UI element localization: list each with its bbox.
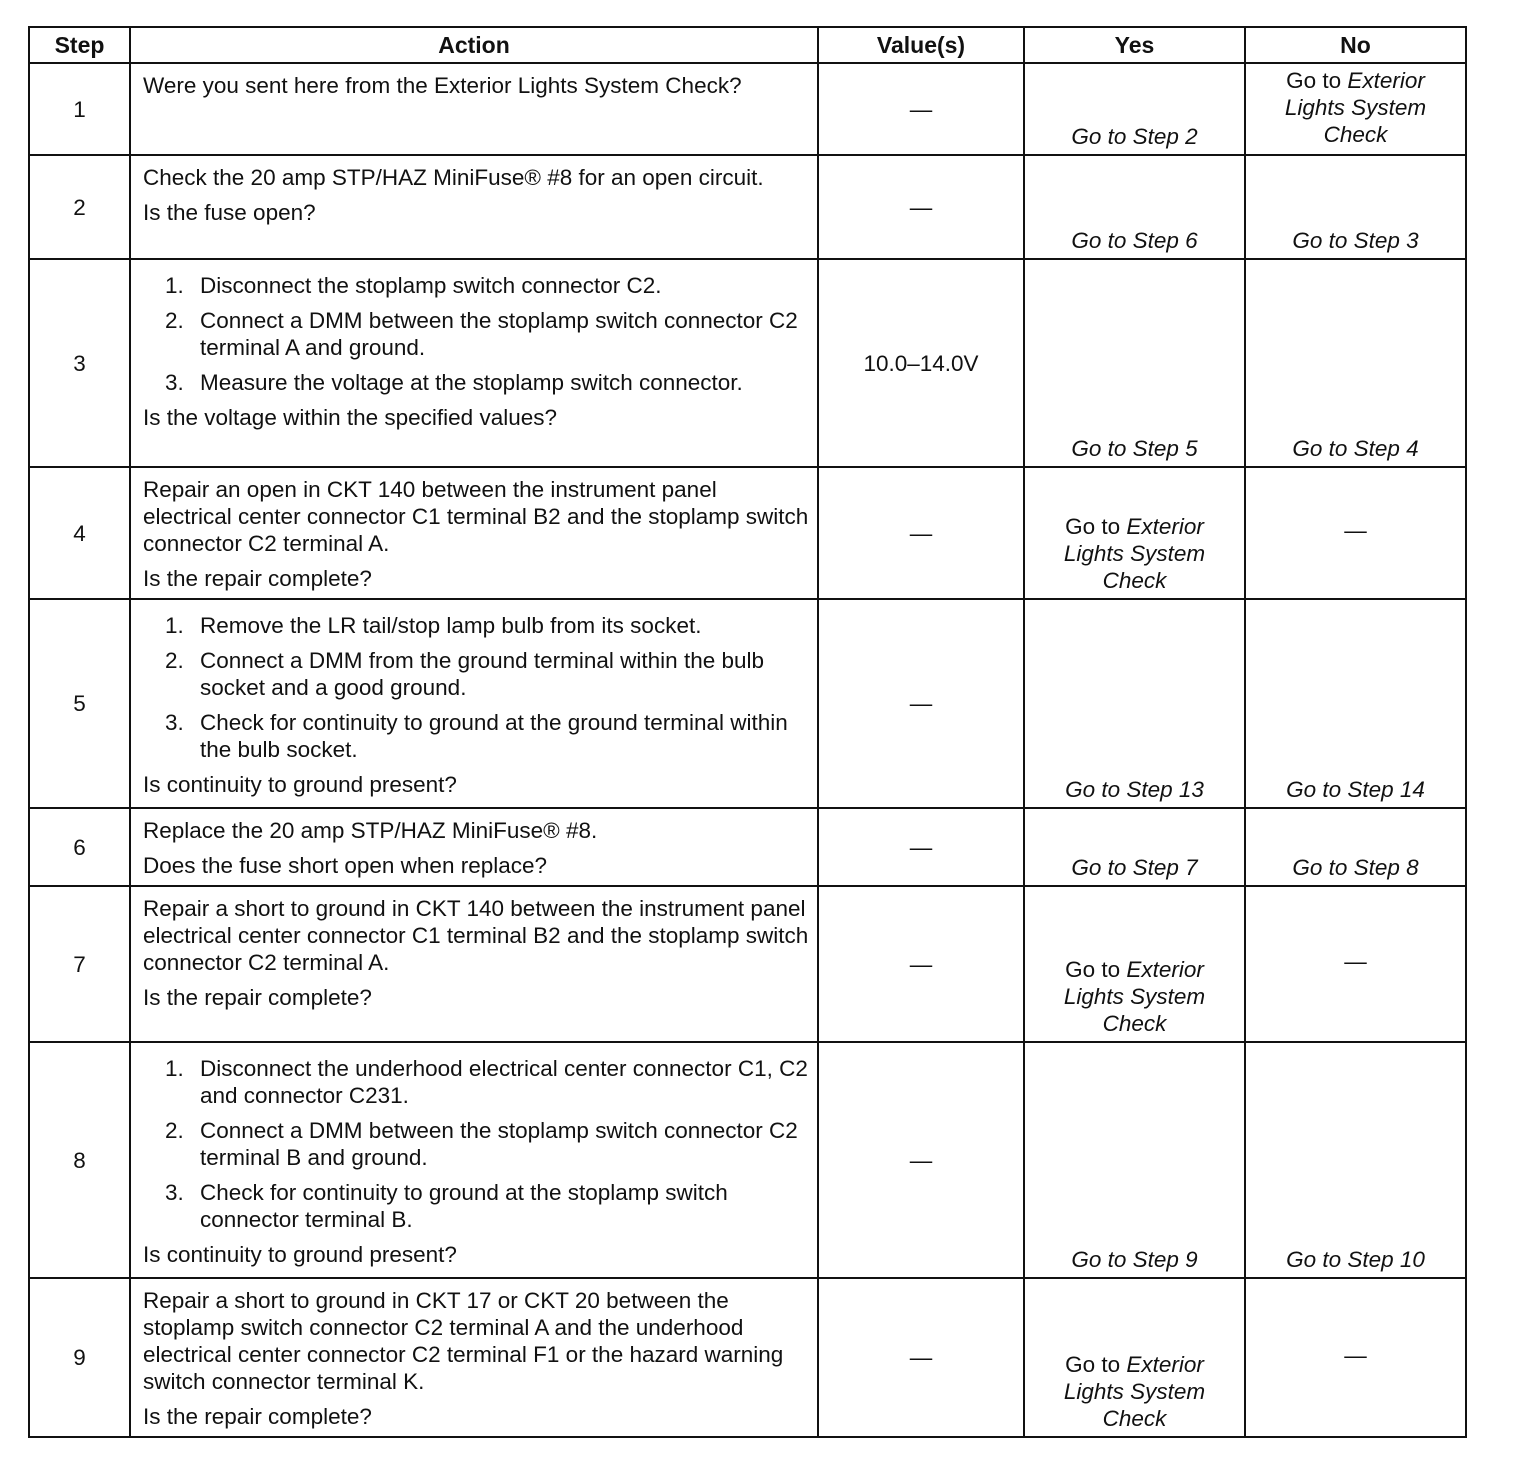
procedure-item xyxy=(143,369,809,396)
no-cell xyxy=(1245,467,1466,599)
action-question: Is the repair complete? xyxy=(143,566,372,591)
table-row xyxy=(29,886,1466,1042)
yes-cell xyxy=(1024,259,1245,467)
header-action: Action xyxy=(130,27,818,63)
value-cell: — xyxy=(818,63,1024,155)
no-goto xyxy=(1246,854,1465,881)
procedure-item xyxy=(143,709,809,763)
no-goto-target: Go to Step 4 xyxy=(1292,436,1419,461)
procedure-item-number: 3. xyxy=(165,1180,184,1205)
table-row xyxy=(29,1042,1466,1278)
no-cell xyxy=(1245,259,1466,467)
yes-goto-target: Exterior Lights System Check xyxy=(1063,514,1206,593)
action-question: Is the voltage within the specified values? xyxy=(143,405,557,430)
no-goto xyxy=(1246,517,1465,544)
procedure-item-text: Connect a DMM between the stoplamp switch connector C2 terminal B and ground. xyxy=(200,1118,798,1170)
step-number: 1 xyxy=(29,63,130,155)
value-cell: — xyxy=(818,1278,1024,1437)
no-cell xyxy=(1245,808,1466,886)
step-number: 4 xyxy=(29,467,130,599)
procedure-item-text: Disconnect the underhood electrical center connector C1, C2 and connector C231. xyxy=(200,1056,808,1108)
yes-goto xyxy=(1025,776,1244,803)
action-cell xyxy=(130,808,818,886)
procedure-item-text: Remove the LR tail/stop lamp bulb from its socket. xyxy=(200,613,702,638)
action-question: Is continuity to ground present? xyxy=(143,772,457,797)
yes-goto xyxy=(1025,1351,1244,1432)
action-cell xyxy=(130,886,818,1042)
no-cell xyxy=(1245,1278,1466,1437)
yes-goto-target: Go to Step 5 xyxy=(1071,436,1198,461)
no-goto xyxy=(1246,776,1465,803)
yes-goto-target: Go to Step 7 xyxy=(1071,855,1198,880)
table-row xyxy=(29,155,1466,259)
no-goto xyxy=(1246,227,1465,254)
procedure-list xyxy=(143,1055,809,1233)
yes-cell xyxy=(1024,1042,1245,1278)
action-text: Repair a short to ground in CKT 140 between the instrument panel electrical center connector C1 terminal B2 and the stoplamp switch connector C2 terminal A. xyxy=(143,896,809,975)
action-cell xyxy=(130,1042,818,1278)
step-number: 3 xyxy=(29,259,130,467)
yes-goto xyxy=(1025,513,1244,594)
no-goto xyxy=(1246,1341,1465,1368)
procedure-item-text: Measure the voltage at the stoplamp switch connector. xyxy=(200,370,743,395)
no-goto-target: Go to Step 3 xyxy=(1292,228,1419,253)
no-goto xyxy=(1246,1246,1465,1273)
yes-cell xyxy=(1024,63,1245,155)
action-text: Repair a short to ground in CKT 17 or CKT 20 between the stoplamp switch connector C2 terminal A and the underhood electrical center connector C2 terminal F1 or the hazard warning switch connector terminal K. xyxy=(143,1288,784,1394)
no-cell xyxy=(1245,63,1466,155)
value-cell: 10.0–14.0V xyxy=(818,259,1024,467)
action-cell xyxy=(130,1278,818,1437)
procedure-item-number: 2. xyxy=(165,1118,184,1143)
action-cell xyxy=(130,63,818,155)
yes-goto-prefix: Go to xyxy=(1065,1352,1127,1377)
no-goto-target: Go to Step 8 xyxy=(1292,855,1419,880)
header-step: Step xyxy=(29,27,130,63)
action-question: Does the fuse short open when replace? xyxy=(143,853,548,878)
step-number: 8 xyxy=(29,1042,130,1278)
yes-goto xyxy=(1025,123,1244,150)
no-goto xyxy=(1246,948,1465,975)
action-question: Is the repair complete? xyxy=(143,1404,372,1429)
procedure-item-number: 1. xyxy=(165,613,184,638)
procedure-item-number: 2. xyxy=(165,648,184,673)
table-row xyxy=(29,259,1466,467)
action-question: Is continuity to ground present? xyxy=(143,1242,457,1267)
procedure-item xyxy=(143,647,809,701)
header-row xyxy=(29,27,1466,63)
header-values: Value(s) xyxy=(818,27,1024,63)
action-cell xyxy=(130,599,818,808)
procedure-item-number: 1. xyxy=(165,273,184,298)
procedure-item xyxy=(143,1117,809,1171)
action-text: Repair an open in CKT 140 between the instrument panel electrical center connector C1 terminal B2 and the stoplamp switch connector C2 terminal A. xyxy=(143,477,809,556)
yes-goto-target: Exterior Lights System Check xyxy=(1063,957,1206,1036)
procedure-item xyxy=(143,1055,809,1109)
procedure-item-text: Connect a DMM from the ground terminal within the bulb socket and a good ground. xyxy=(200,648,765,700)
diagnostic-table xyxy=(28,26,1467,1438)
no-dash: — xyxy=(1344,1342,1367,1368)
no-dash: — xyxy=(1344,948,1367,974)
action-text: Were you sent here from the Exterior Lights System Check? xyxy=(143,73,742,98)
procedure-item-number: 3. xyxy=(165,710,184,735)
no-goto-target: Go to Step 10 xyxy=(1286,1247,1425,1272)
value-cell: — xyxy=(818,599,1024,808)
step-number: 2 xyxy=(29,155,130,259)
value-cell: — xyxy=(818,886,1024,1042)
yes-cell xyxy=(1024,155,1245,259)
yes-goto-target: Go to Step 2 xyxy=(1071,124,1198,149)
table-row xyxy=(29,63,1466,155)
procedure-item-text: Connect a DMM between the stoplamp switch connector C2 terminal A and ground. xyxy=(200,308,798,360)
value-cell: — xyxy=(818,467,1024,599)
yes-goto xyxy=(1025,956,1244,1037)
procedure-item-text: Check for continuity to ground at the stoplamp switch connector terminal B. xyxy=(200,1180,728,1232)
step-number: 7 xyxy=(29,886,130,1042)
value-cell: — xyxy=(818,1042,1024,1278)
no-goto xyxy=(1246,67,1465,148)
procedure-item xyxy=(143,272,809,299)
action-cell xyxy=(130,155,818,259)
table-row xyxy=(29,1278,1466,1437)
procedure-item xyxy=(143,307,809,361)
table-row xyxy=(29,808,1466,886)
action-question: Is the fuse open? xyxy=(143,200,316,225)
header-no: No xyxy=(1245,27,1466,63)
yes-goto xyxy=(1025,854,1244,881)
action-cell xyxy=(130,467,818,599)
action-text: Replace the 20 amp STP/HAZ MiniFuse® #8. xyxy=(143,818,598,843)
table-row xyxy=(29,467,1466,599)
yes-goto-prefix: Go to xyxy=(1065,957,1127,982)
procedure-item-number: 1. xyxy=(165,1056,184,1081)
yes-cell xyxy=(1024,467,1245,599)
yes-cell xyxy=(1024,599,1245,808)
procedure-item-number: 2. xyxy=(165,308,184,333)
action-question: Is the repair complete? xyxy=(143,985,372,1010)
step-number: 5 xyxy=(29,599,130,808)
value-cell: — xyxy=(818,808,1024,886)
value-cell: — xyxy=(818,155,1024,259)
no-cell xyxy=(1245,155,1466,259)
no-cell xyxy=(1245,1042,1466,1278)
procedure-item xyxy=(143,1179,809,1233)
yes-goto xyxy=(1025,227,1244,254)
no-goto-target: Go to Step 14 xyxy=(1286,777,1425,802)
yes-goto xyxy=(1025,435,1244,462)
yes-goto-target: Go to Step 13 xyxy=(1065,777,1204,802)
no-cell xyxy=(1245,886,1466,1042)
no-dash: — xyxy=(1344,517,1367,543)
yes-cell xyxy=(1024,886,1245,1042)
yes-cell xyxy=(1024,808,1245,886)
yes-goto xyxy=(1025,1246,1244,1273)
step-number: 9 xyxy=(29,1278,130,1437)
no-goto-prefix: Go to xyxy=(1286,68,1348,93)
procedure-list xyxy=(143,612,809,763)
no-goto xyxy=(1246,435,1465,462)
yes-goto-target: Go to Step 9 xyxy=(1071,1247,1198,1272)
action-cell xyxy=(130,259,818,467)
action-text: Check the 20 amp STP/HAZ MiniFuse® #8 for an open circuit. xyxy=(143,165,764,190)
header-yes: Yes xyxy=(1024,27,1245,63)
procedure-list xyxy=(143,272,809,396)
step-number: 6 xyxy=(29,808,130,886)
yes-cell xyxy=(1024,1278,1245,1437)
yes-goto-target: Exterior Lights System Check xyxy=(1063,1352,1206,1431)
no-cell xyxy=(1245,599,1466,808)
yes-goto-target: Go to Step 6 xyxy=(1071,228,1198,253)
procedure-item xyxy=(143,612,809,639)
procedure-item-text: Disconnect the stoplamp switch connector C2. xyxy=(200,273,662,298)
no-goto-target: Exterior Lights System Check xyxy=(1284,68,1427,147)
table-row xyxy=(29,599,1466,808)
procedure-item-number: 3. xyxy=(165,370,184,395)
yes-goto-prefix: Go to xyxy=(1065,514,1127,539)
procedure-item-text: Check for continuity to ground at the ground terminal within the bulb socket. xyxy=(200,710,788,762)
